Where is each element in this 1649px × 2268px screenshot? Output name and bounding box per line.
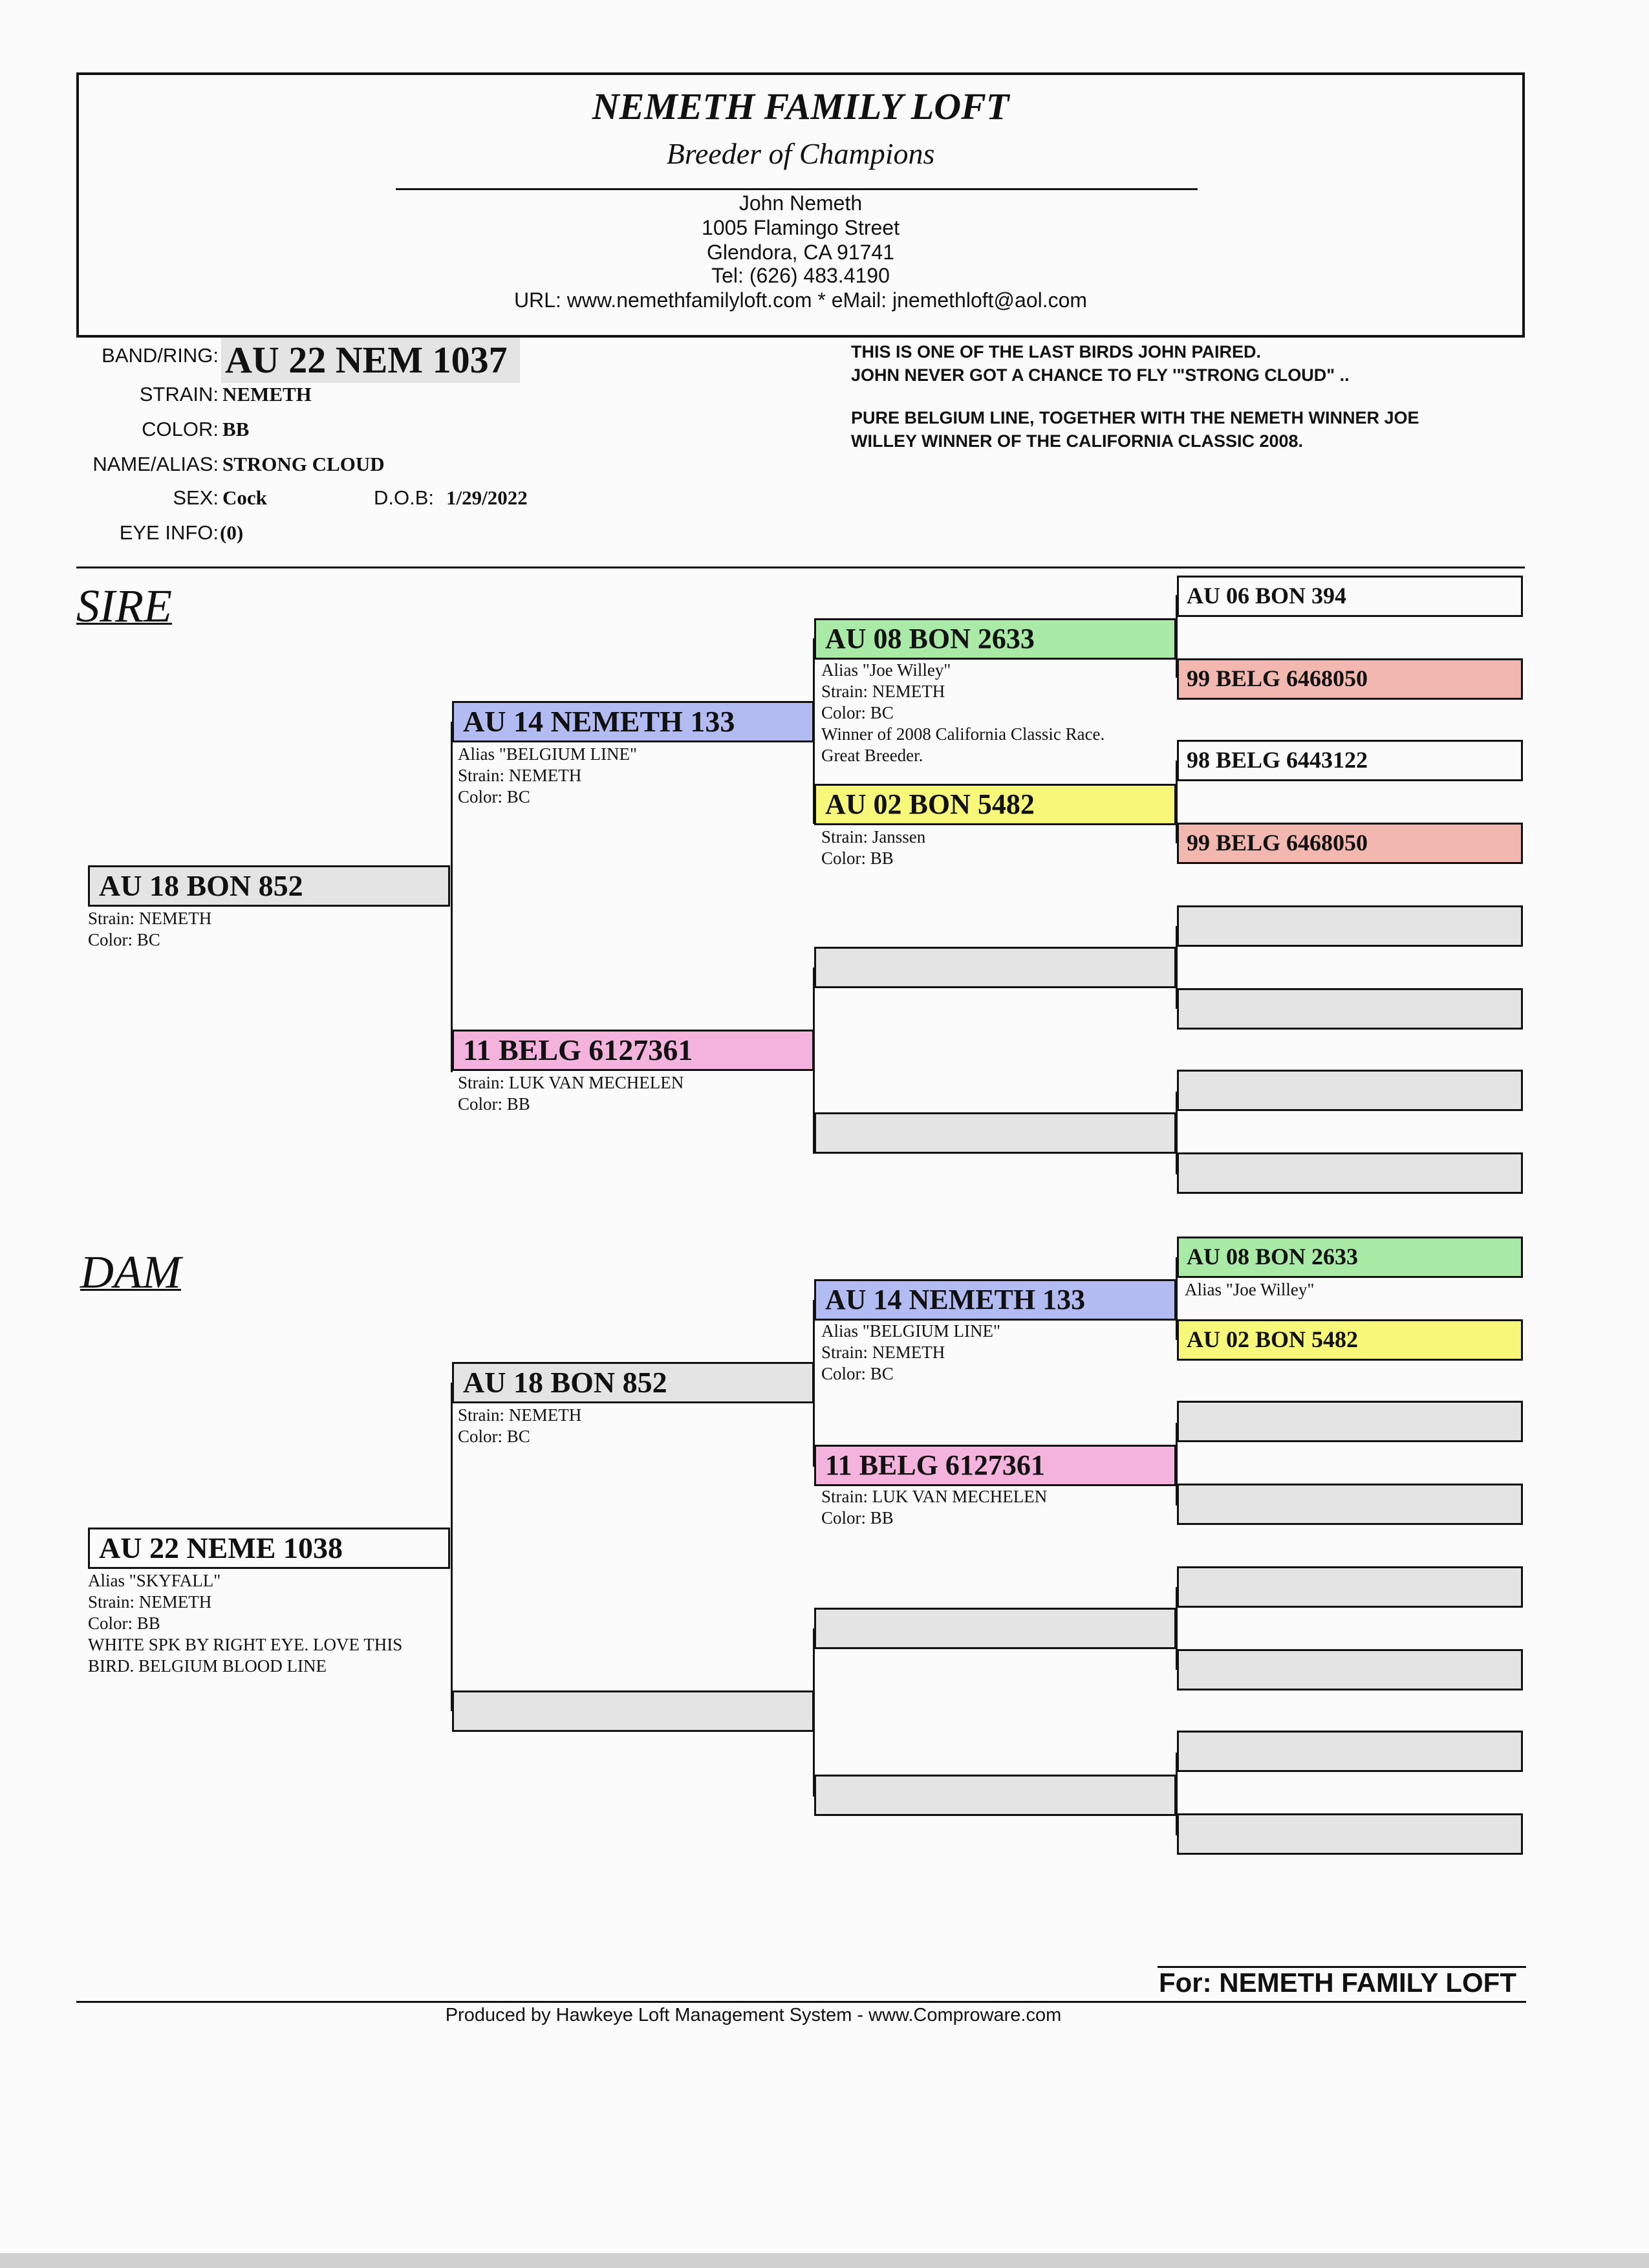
sire-dam-dam-box — [814, 1112, 1176, 1154]
dam-sire-band: AU 18 BON 852 — [452, 1362, 814, 1403]
dam-dam-sire-box — [814, 1608, 1176, 1649]
eye-label: EYE INFO: — [119, 521, 219, 544]
dam-sire-sire-band: AU 14 NEMETH 133 — [814, 1279, 1176, 1321]
dam-sire-sire-info — [821, 1321, 1000, 1385]
sire-sire-dam-info — [821, 826, 925, 869]
dam-gen4-box-6 — [1177, 1649, 1523, 1690]
gen4-box-2: 99 BELG 6468050 — [1177, 658, 1523, 700]
dam-gen4-box-4 — [1177, 1484, 1523, 1525]
band-label: BAND/RING: — [102, 344, 219, 367]
sire-sire-dam-color: Color: BB — [821, 848, 894, 868]
dam-sire-color: Color: BC — [458, 1427, 530, 1446]
dam-gen4-box-7 — [1177, 1731, 1523, 1772]
sire-dam-band: 11 BELG 6127361 — [452, 1030, 814, 1071]
dob-value: 1/29/2022 — [446, 486, 528, 509]
dam-alias: Alias "SKYFALL" — [88, 1571, 221, 1590]
dam-heading: DAM — [80, 1246, 181, 1298]
color-label: COLOR: — [142, 418, 219, 440]
sire-sire-sire-color: Color: BC — [821, 703, 894, 722]
sire-sire-sire-alias: Alias "Joe Willey" — [821, 660, 951, 680]
header-box — [76, 72, 1525, 338]
sire-sire-sire-note2: Great Breeder. — [821, 746, 923, 765]
dam-gen4-box-8 — [1177, 1813, 1523, 1855]
sire-dam-color: Color: BB — [458, 1094, 530, 1114]
contact-street: 1005 Flamingo Street — [702, 216, 900, 239]
gen4-box-5 — [1177, 905, 1523, 947]
sire-sire-sire-strain: Strain: NEMETH — [821, 682, 945, 701]
dam-note1: WHITE SPK BY RIGHT EYE. LOVE THIS — [88, 1635, 403, 1654]
contact-city: Glendora, CA 91741 — [707, 241, 894, 264]
dam-info — [88, 1570, 402, 1677]
sire-info — [88, 908, 211, 951]
dam-sire-sire-color: Color: BC — [821, 1364, 894, 1383]
sire-sire-band: AU 14 NEMETH 133 — [452, 701, 814, 742]
dam-sire-dam-band: 11 BELG 6127361 — [814, 1445, 1176, 1486]
contact-name: John Nemeth — [738, 191, 863, 215]
dam-sire-sire-alias: Alias "BELGIUM LINE" — [821, 1321, 1001, 1341]
sex-value: Cock — [222, 486, 267, 509]
note-line-4: WILLEY WINNER OF THE CALIFORNIA CLASSIC 2008. — [851, 431, 1304, 451]
dam-sire-info — [458, 1405, 581, 1447]
sire-dam-info — [458, 1072, 684, 1115]
dam-gen4-box-1: AU 08 BON 2633 — [1177, 1237, 1523, 1278]
gen4-box-1: AU 06 BON 394 — [1177, 576, 1523, 617]
sire-strain: Strain: NEMETH — [88, 909, 212, 928]
sire-sire-alias: Alias "BELGIUM LINE" — [458, 744, 638, 764]
dam-strain: Strain: NEMETH — [88, 1592, 212, 1612]
dam-sire-strain: Strain: NEMETH — [458, 1405, 582, 1425]
footer-rule — [76, 2001, 1526, 2003]
note-line-1: THIS IS ONE OF THE LAST BIRDS JOHN PAIRED. — [851, 342, 1262, 362]
sire-sire-info — [458, 744, 637, 808]
dam-gen4-box-2: AU 02 BON 5482 — [1177, 1319, 1523, 1361]
dam-color: Color: BB — [88, 1614, 160, 1633]
loft-subtitle: Breeder of Champions — [666, 137, 935, 170]
dam-sire-sire-strain: Strain: NEMETH — [821, 1343, 945, 1362]
gen4-box-3: 98 BELG 6443122 — [1177, 740, 1523, 781]
strain-label: STRAIN: — [139, 383, 219, 405]
sire-band: AU 18 BON 852 — [88, 865, 450, 907]
section-divider — [76, 567, 1525, 568]
dam-gen4-box-5 — [1177, 1566, 1523, 1608]
sire-dam-strain: Strain: LUK VAN MECHELEN — [458, 1073, 684, 1092]
band-number: AU 22 NEM 1037 — [221, 338, 520, 383]
sire-sire-sire-note1: Winner of 2008 California Classic Race. — [821, 724, 1105, 744]
connector — [451, 1383, 453, 1711]
eye-value: (0) — [220, 521, 244, 544]
sex-label: SEX: — [173, 486, 219, 509]
gen4-box-8 — [1177, 1152, 1523, 1194]
sire-sire-dam-strain: Strain: Janssen — [821, 827, 926, 847]
header-divider — [396, 188, 1198, 190]
name-value: STRONG CLOUD — [222, 453, 385, 475]
dam-gen4-box-3 — [1177, 1401, 1523, 1442]
contact-tel: Tel: (626) 483.4190 — [711, 264, 890, 287]
note-line-3: PURE BELGIUM LINE, TOGETHER WITH THE NEMETH WINNER JOE — [851, 408, 1419, 427]
sire-heading: SIRE — [76, 580, 172, 632]
sire-color: Color: BC — [88, 930, 160, 949]
connector — [451, 722, 453, 1072]
dam-sire-dam-strain: Strain: LUK VAN MECHELEN — [821, 1487, 1048, 1506]
dam-sire-dam-info — [821, 1486, 1047, 1529]
gen4-box-7 — [1177, 1070, 1523, 1111]
color-value: BB — [222, 418, 250, 440]
contact-url-email: URL: www.nemethfamilyloft.com * eMail: jnemethloft@aol.com — [513, 288, 1088, 312]
scan-edge — [0, 2253, 1649, 2268]
sire-sire-dam-band: AU 02 BON 5482 — [814, 784, 1176, 825]
footer-produced: Produced by Hawkeye Loft Management System - www.Comproware.com — [445, 2005, 1062, 2025]
strain-value: NEMETH — [222, 383, 312, 405]
dam-band: AU 22 NEME 1038 — [88, 1528, 450, 1569]
gen4-box-6 — [1177, 988, 1523, 1030]
dam-dam-box — [452, 1690, 814, 1732]
note-line-2: JOHN NEVER GOT A CHANCE TO FLY '"STRONG CLOUD" .. — [851, 365, 1350, 385]
dam-note2: BIRD. BELGIUM BLOOD LINE — [88, 1656, 327, 1676]
gen4-box-4: 99 BELG 6468050 — [1177, 823, 1523, 864]
sire-sire-sire-info — [821, 660, 1105, 766]
footer-for: For: NEMETH FAMILY LOFT — [1159, 1967, 1516, 1998]
loft-title: NEMETH FAMILY LOFT — [592, 85, 1009, 127]
dam-sire-dam-color: Color: BB — [821, 1508, 894, 1528]
name-label: NAME/ALIAS: — [92, 453, 219, 475]
sire-sire-color: Color: BC — [458, 787, 530, 806]
sire-sire-strain: Strain: NEMETH — [458, 766, 582, 785]
dam-gen4-alias: Alias "Joe Willey" — [1185, 1280, 1315, 1299]
sire-sire-sire-band: AU 08 BON 2633 — [814, 618, 1176, 660]
dob-label: D.O.B: — [374, 486, 435, 509]
dam-dam-dam-box — [814, 1775, 1176, 1816]
sire-dam-sire-box — [814, 947, 1176, 988]
